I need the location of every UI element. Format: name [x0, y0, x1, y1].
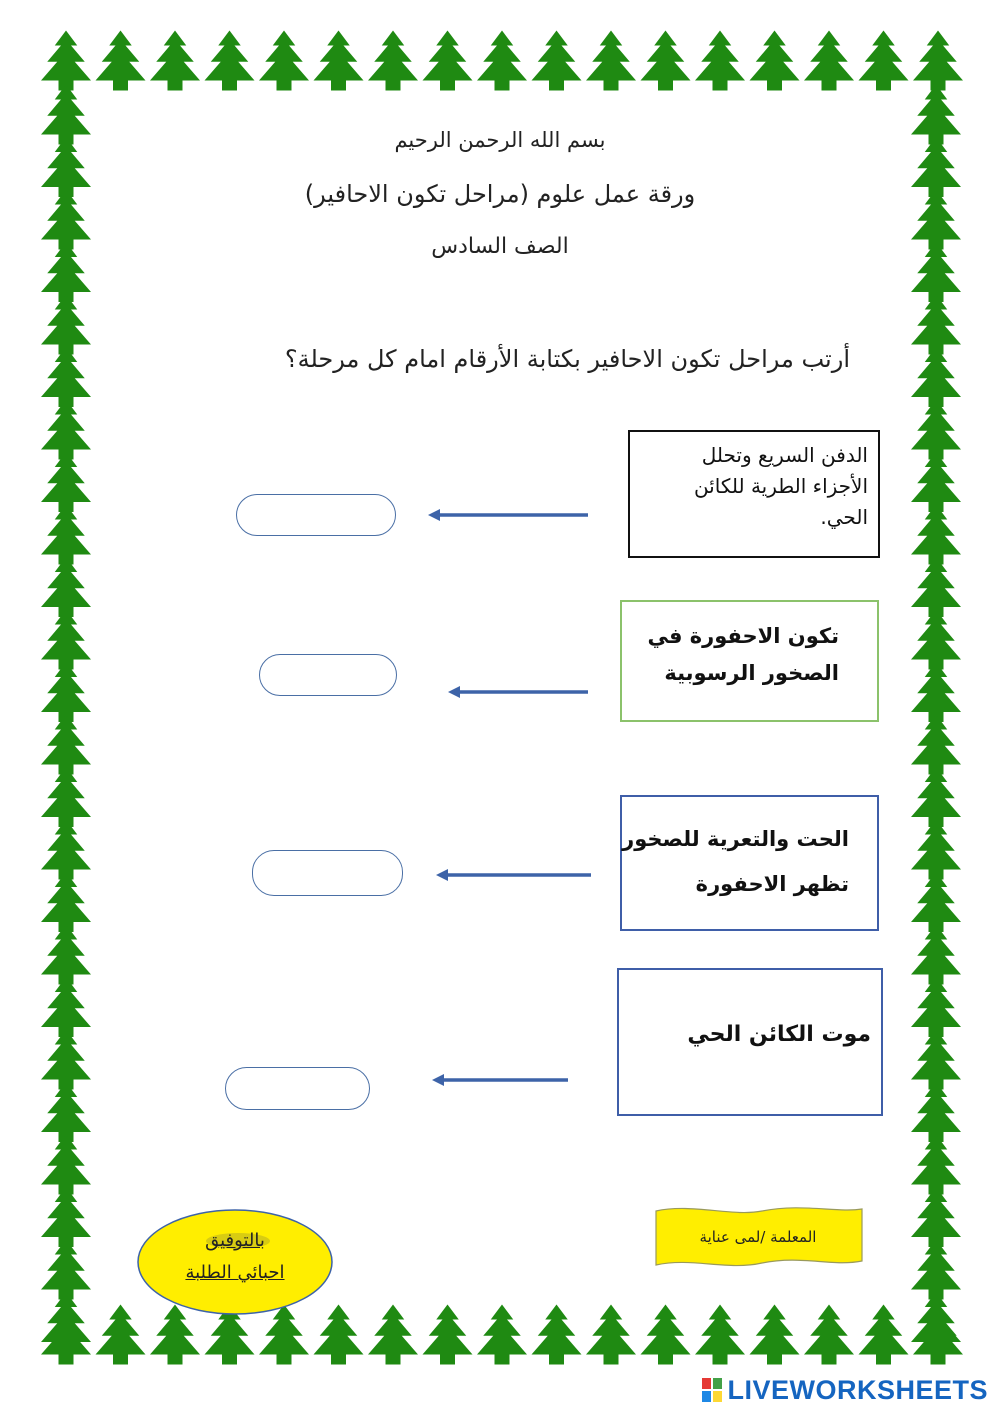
tree-icon [911, 347, 961, 407]
tree-icon [41, 1030, 91, 1090]
stage-box-erosion [620, 795, 879, 931]
stage-box-burial [628, 430, 880, 558]
answer-input-3[interactable] [252, 850, 403, 896]
tree-icon [586, 31, 636, 91]
stage-line: الأجزاء الطرية للكائن [693, 474, 868, 498]
tree-icon [695, 1305, 745, 1365]
tree-icon [41, 295, 91, 355]
tree-icon [911, 820, 961, 880]
tree-icon [368, 31, 418, 91]
tree-icon [804, 1305, 854, 1365]
tree-icon [586, 1305, 636, 1365]
stage-line: الحت والتعرية للصخور [622, 827, 849, 851]
tree-icon [695, 31, 745, 91]
tree-icon [750, 1305, 800, 1365]
stage-line: الصخور الرسوبية [664, 660, 839, 685]
teacher-name: المعلمة /لمى عناية [699, 1228, 817, 1246]
tree-icon [859, 31, 909, 91]
tree-icon [41, 715, 91, 775]
tree-icon [314, 31, 364, 91]
liveworksheets-logo-icon [701, 1377, 723, 1403]
tree-icon [368, 1305, 418, 1365]
tree-icon [41, 31, 91, 91]
tree-icon [911, 1135, 961, 1195]
tree-icon [41, 505, 91, 565]
goodluck-line-2: احبائي الطلبة [185, 1262, 285, 1283]
tree-icon [911, 662, 961, 722]
tree-icon [911, 1240, 961, 1300]
tree-icon [750, 31, 800, 91]
stage-line: تكون الاحفورة في [647, 624, 839, 648]
liveworksheets-watermark[interactable] [701, 1374, 988, 1406]
tree-icon [41, 820, 91, 880]
tree-icon [150, 31, 200, 91]
tree-icon [641, 31, 691, 91]
tree-icon [911, 872, 961, 932]
tree-icon [423, 31, 473, 91]
tree-icon [41, 452, 91, 512]
tree-icon [911, 505, 961, 565]
tree-icon [205, 31, 255, 91]
tree-icon [41, 925, 91, 985]
tree-icon [41, 1135, 91, 1195]
tree-icon [532, 1305, 582, 1365]
tree-icon [96, 31, 146, 91]
tree-icon [41, 1240, 91, 1300]
tree-icon [804, 31, 854, 91]
tree-icon [911, 610, 961, 670]
tree-icon [532, 31, 582, 91]
tree-icon [41, 767, 91, 827]
grade-label: الصف السادس [431, 234, 569, 259]
tree-icon [477, 1305, 527, 1365]
tree-icon [41, 662, 91, 722]
tree-icon [911, 295, 961, 355]
tree-icon [641, 1305, 691, 1365]
tree-icon [859, 1305, 909, 1365]
tree-icon [911, 1082, 961, 1142]
tree-icon [41, 347, 91, 407]
tree-icon [41, 400, 91, 460]
tree-icon [911, 400, 961, 460]
tree-icon [41, 1292, 91, 1352]
stage-line: الدفن السريع وتحلل [701, 443, 868, 467]
tree-icon [477, 31, 527, 91]
basmala: بسم الله الرحمن الرحيم [394, 128, 606, 152]
tree-icon [911, 715, 961, 775]
question-text: أرتب مراحل تكون الاحافير بكتابة الأرقام امام كل مرحلة؟ [284, 345, 850, 373]
tree-icon [911, 452, 961, 512]
tree-icon [41, 557, 91, 617]
goodluck-line-1: بالتوفيق [205, 1230, 265, 1251]
tree-icon [41, 1187, 91, 1247]
tree-icon [911, 767, 961, 827]
stage-box-death [617, 968, 883, 1116]
stage-line: موت الكائن الحي [687, 1022, 871, 1047]
tree-icon [911, 925, 961, 985]
tree-icon [423, 1305, 473, 1365]
watermark-text: LIVEWORKSHEETS [727, 1374, 988, 1405]
tree-icon [41, 872, 91, 932]
tree-icon [911, 1187, 961, 1247]
tree-icon [911, 1292, 961, 1352]
tree-icon [911, 1030, 961, 1090]
stage-line: الحي. [820, 505, 868, 529]
stage-box-formation [620, 600, 879, 722]
tree-icon [911, 557, 961, 617]
tree-icon [911, 977, 961, 1037]
answer-input-4[interactable] [225, 1067, 370, 1110]
tree-icon [41, 610, 91, 670]
answer-input-2[interactable] [259, 654, 397, 696]
tree-icon [41, 977, 91, 1037]
tree-icon [913, 31, 963, 91]
worksheet-title: ورقة عمل علوم (مراحل تكون الاحافير) [304, 180, 696, 208]
tree-icon [259, 31, 309, 91]
stage-line: تظهر الاحفورة [695, 872, 849, 897]
tree-icon [41, 1082, 91, 1142]
answer-input-1[interactable] [236, 494, 396, 536]
